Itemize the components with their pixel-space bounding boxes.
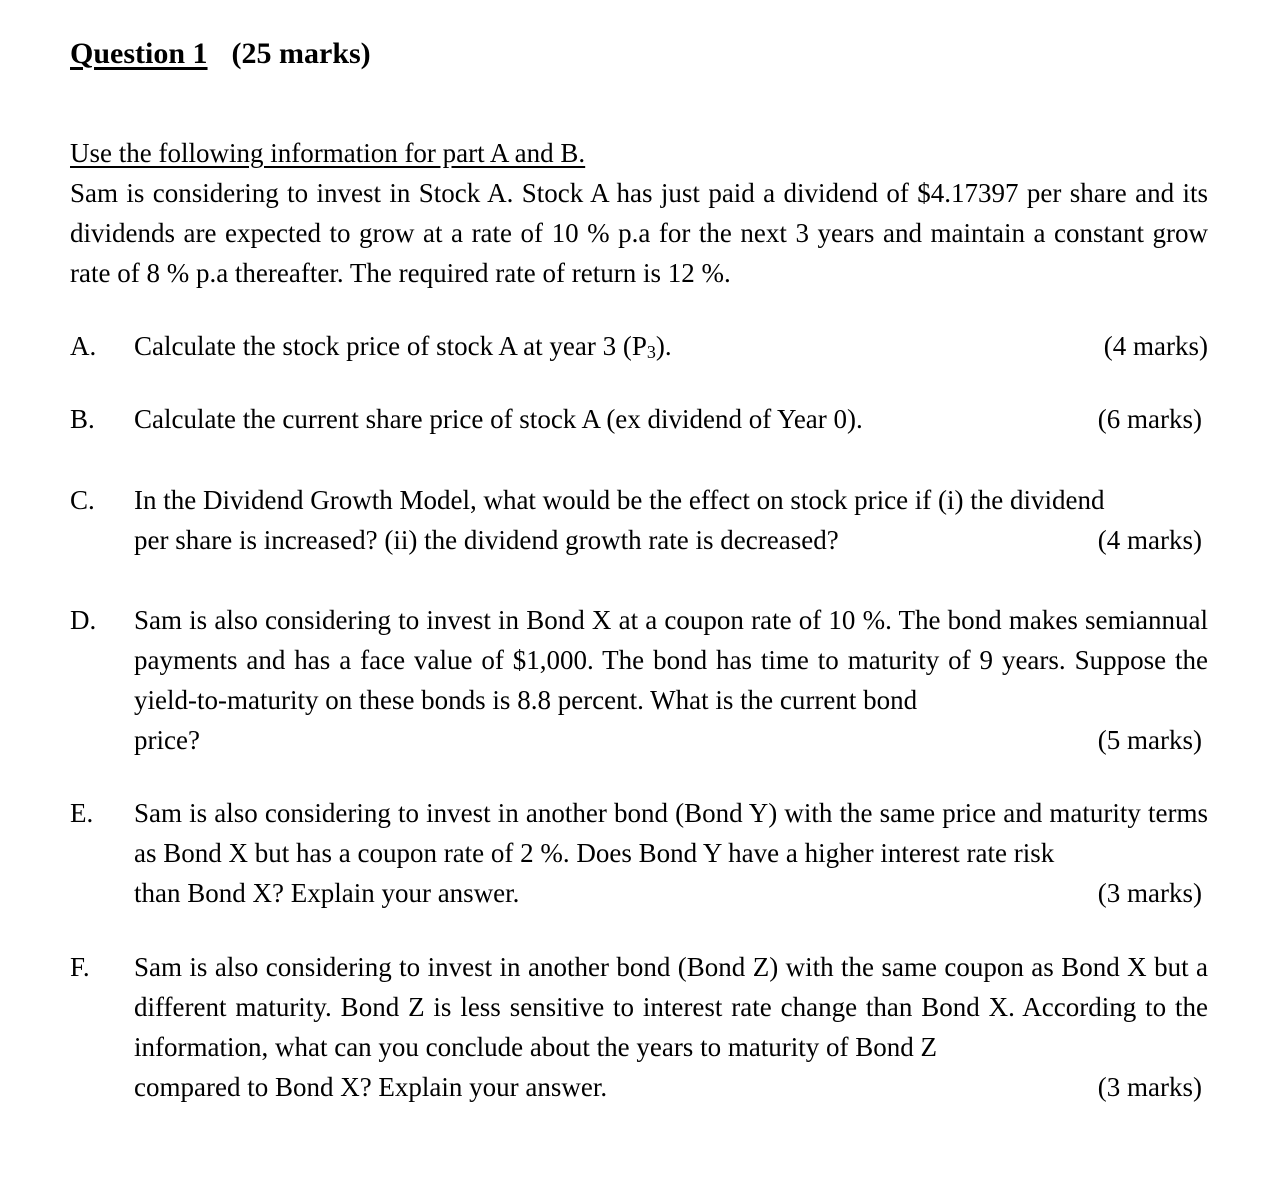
part-letter: B. bbox=[70, 404, 95, 434]
part-text-last-line: per share is increased? (ii) the dividend growth rate is decreased? bbox=[134, 525, 839, 555]
question-part-f bbox=[70, 947, 1208, 1107]
question-part-d bbox=[70, 600, 1208, 760]
part-letter: D. bbox=[70, 605, 97, 635]
part-marks: (5 marks) bbox=[1097, 725, 1202, 755]
part-text-last-line: price? bbox=[134, 725, 200, 755]
question-part-b bbox=[70, 399, 1208, 439]
part-marks: (4 marks) bbox=[1103, 331, 1208, 361]
part-letter: F. bbox=[70, 952, 90, 982]
intro-instruction: Use the following information for part A and B. bbox=[70, 138, 586, 168]
part-text: Sam is also considering to invest in another bond (Bond Y) with the same price and maturity terms as Bond X but has a coupon rate of 2 %. Does Bond Y have a higher interest rate risk bbox=[134, 798, 1208, 868]
part-text-last-line: compared to Bond X? Explain your answer. bbox=[134, 1072, 608, 1102]
part-text: Sam is also considering to invest in Bond X at a coupon rate of 10 %. The bond makes semiannual payments and has a face value of $1,000. The bond has time to maturity of 9 years. Suppose the yield-to-maturity on these bonds is 8.8 percent. What is the current bond bbox=[134, 605, 1208, 715]
part-marks: (6 marks) bbox=[1097, 404, 1202, 434]
question-part-e bbox=[70, 793, 1208, 913]
question-title: Question 1 bbox=[70, 37, 208, 70]
part-marks: (3 marks) bbox=[1097, 1072, 1202, 1102]
part-letter: E. bbox=[70, 798, 94, 828]
part-text: Calculate the current share price of stock A (ex dividend of Year 0). bbox=[134, 404, 863, 434]
question-part-c bbox=[70, 480, 1208, 560]
part-text: Sam is also considering to invest in another bond (Bond Z) with the same coupon as Bond X but a different maturity. Bond Z is less sensitive to interest rate change than Bond X. According to the information, what can you conclude about the years to maturity of Bond Z bbox=[134, 952, 1208, 1062]
part-text: In the Dividend Growth Model, what would be the effect on stock price if (i) the dividend bbox=[134, 485, 1105, 515]
question-heading bbox=[70, 34, 371, 74]
part-marks: (4 marks) bbox=[1097, 525, 1202, 555]
intro-paragraph: Sam is considering to invest in Stock A. Stock A has just paid a dividend of $4.17397 per share and its dividends are expected to grow at a rate of 10 % p.a for the next 3 years and maintain a constant grow rate of 8 % p.a thereafter. The required rate of return is 12 %. bbox=[70, 178, 1208, 288]
part-letter: C. bbox=[70, 485, 95, 515]
question-part-a bbox=[70, 326, 1208, 372]
part-letter: A. bbox=[70, 331, 97, 361]
subscript-3: 3 bbox=[646, 342, 656, 362]
question-total-marks: (25 marks) bbox=[231, 37, 371, 70]
part-text: Calculate the stock price of stock A at year 3 (P3). bbox=[134, 331, 672, 362]
part-text-last-line: than Bond X? Explain your answer. bbox=[134, 878, 520, 908]
intro-section bbox=[70, 133, 1208, 293]
part-marks: (3 marks) bbox=[1097, 878, 1202, 908]
